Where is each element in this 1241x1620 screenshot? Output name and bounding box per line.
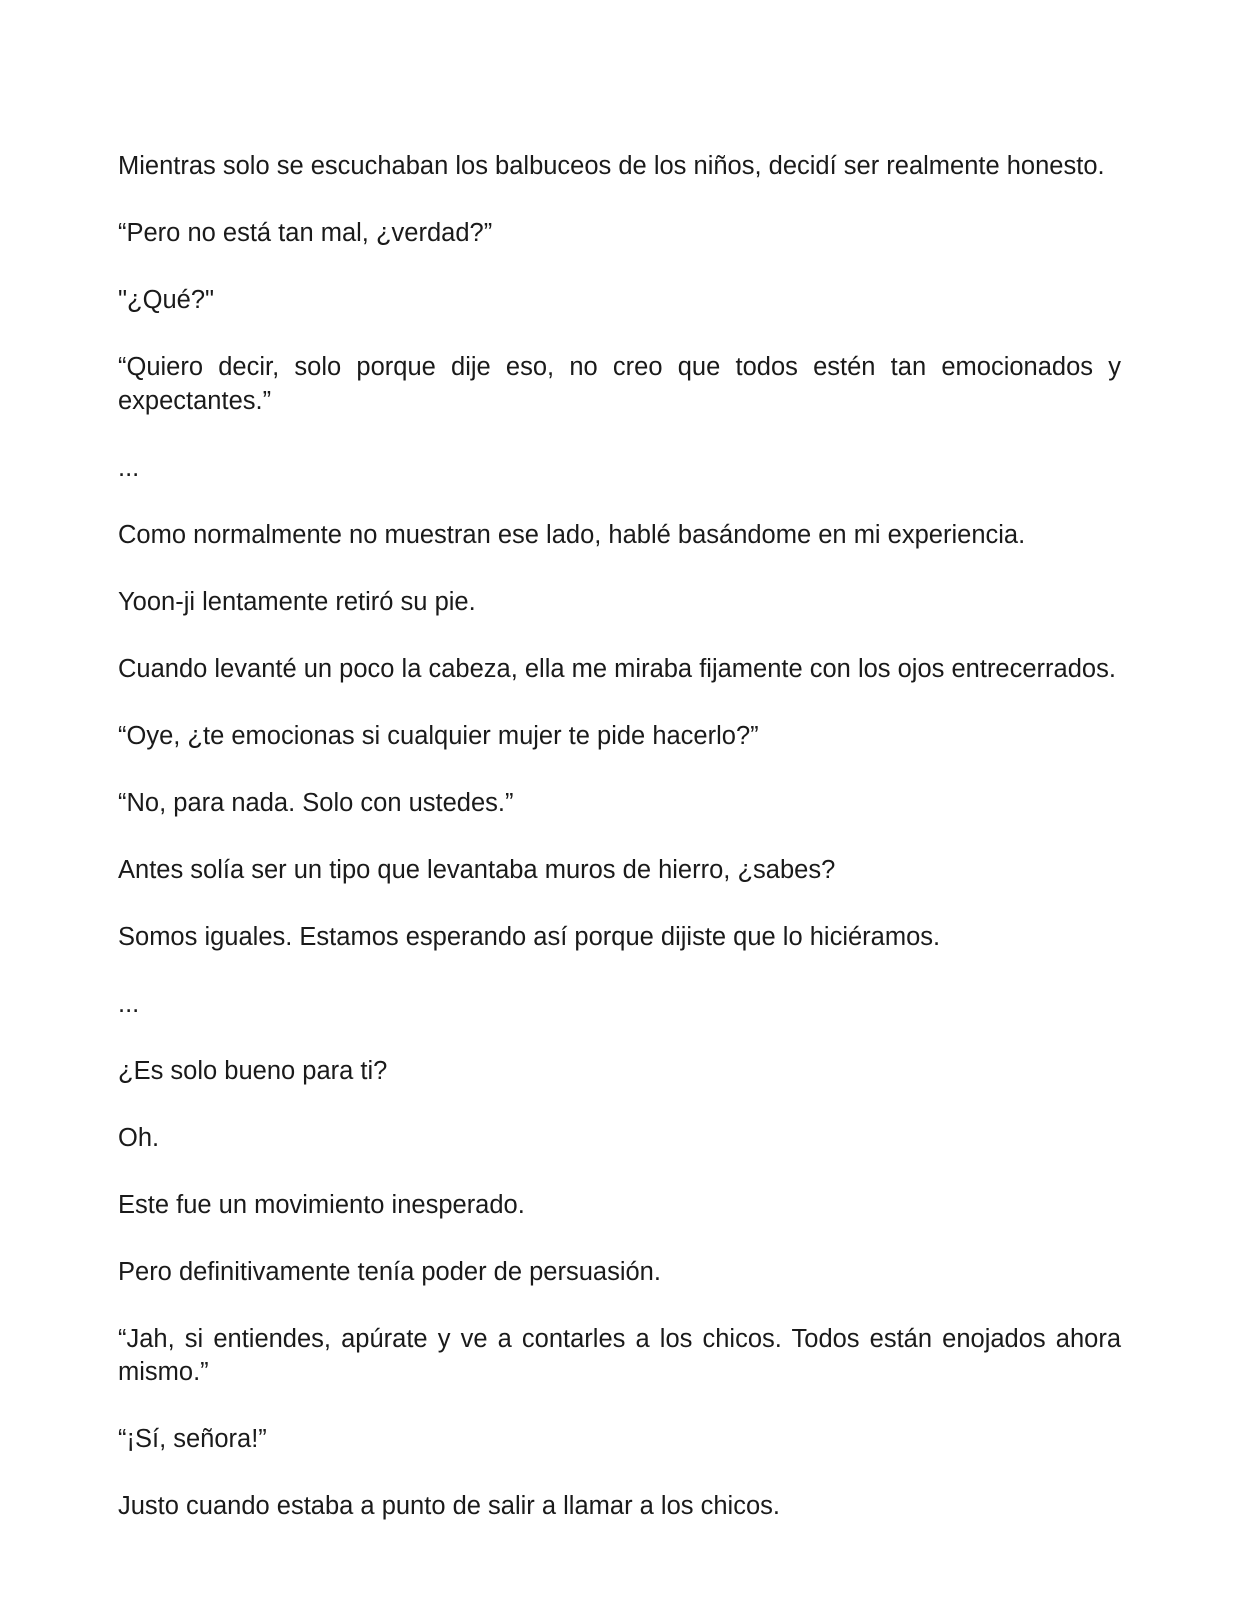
- paragraph: ...: [118, 989, 140, 1018]
- paragraph: Antes solía ser un tipo que levantaba muros de hierro, ¿sabes?: [118, 855, 836, 884]
- paragraph: Pero definitivamente tenía poder de persuasión.: [118, 1257, 661, 1286]
- paragraph: “Quiero decir, solo porque dije eso, no creo que todos estén tan emocionados y expectantes.”: [118, 353, 1121, 415]
- document-body: [118, 150, 1121, 1524]
- paragraph: Somos iguales. Estamos esperando así porque dijiste que lo hiciéramos.: [118, 922, 941, 951]
- paragraph: Yoon-ji lentamente retiró su pie.: [118, 587, 476, 616]
- paragraph: Cuando levanté un poco la cabeza, ella me miraba fijamente con los ojos entrecerrados.: [118, 654, 1116, 683]
- paragraph: “No, para nada. Solo con ustedes.”: [118, 788, 514, 817]
- paragraph: Mientras solo se escuchaban los balbuceos de los niños, decidí ser realmente honesto.: [118, 152, 1105, 180]
- paragraph: “Oye, ¿te emocionas si cualquier mujer te pide hacerlo?”: [118, 721, 759, 750]
- paragraph: “¡Sí, señora!”: [118, 1425, 267, 1453]
- paragraph: “Jah, si entiendes, apúrate y ve a contarles a los chicos. Todos están enojados ahora mismo.”: [118, 1324, 1121, 1386]
- paragraph: Este fue un movimiento inesperado.: [118, 1190, 525, 1219]
- paragraph: ¿Es solo bueno para ti?: [118, 1056, 388, 1085]
- paragraph: “Pero no está tan mal, ¿verdad?”: [118, 219, 493, 247]
- paragraph: Justo cuando estaba a punto de salir a llamar a los chicos.: [118, 1492, 780, 1520]
- paragraph: Oh.: [118, 1123, 160, 1152]
- paragraph: ...: [118, 453, 140, 482]
- paragraph: Como normalmente no muestran ese lado, hablé basándome en mi experiencia.: [118, 520, 1026, 549]
- paragraph: "¿Qué?": [118, 286, 215, 314]
